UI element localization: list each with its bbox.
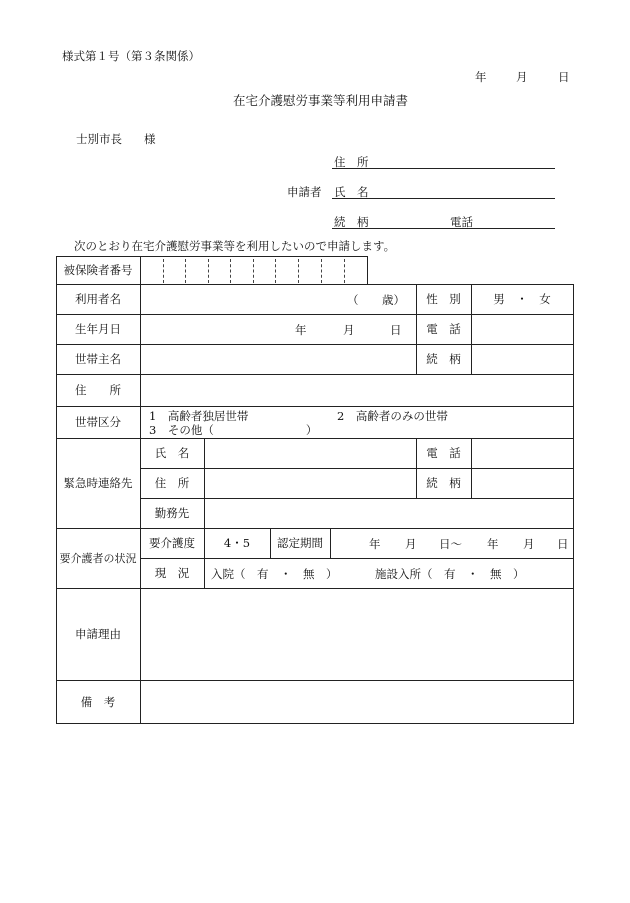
care-status-label: 要介護者の状況 (59, 552, 137, 565)
facility-status[interactable]: 施設入所（ 有 ・ 無 ） (375, 566, 525, 581)
household-option-2[interactable]: 2 高齢者のみの世帯 (337, 409, 448, 423)
user-address-label: 住 所 (75, 383, 121, 397)
period-from-day: 日～ (439, 536, 462, 551)
applicant-label: 申請者 (287, 185, 322, 199)
period-from-year: 年 (369, 536, 381, 551)
age-unit: 歳） (382, 292, 405, 307)
care-level-label: 要介護度 (149, 536, 195, 550)
sex-options[interactable]: 男 ・ 女 (493, 292, 551, 306)
reason-label: 申請理由 (75, 627, 121, 641)
intro-text: 次のとおり在宅介護慰労事業等を利用したいので申請します。 (74, 239, 396, 253)
current-status-label: 現 況 (154, 566, 190, 580)
user-phone-label: 電 話 (426, 322, 461, 336)
household-head-field[interactable] (141, 345, 416, 374)
emergency-address-label: 住 所 (154, 476, 190, 490)
form-title: 在宅介護慰労事業等利用申請書 (233, 93, 409, 108)
form-number: 様式第１号（第３条関係） (62, 49, 200, 63)
certification-period-label: 認定期間 (277, 536, 323, 550)
household-category-options[interactable] (141, 407, 573, 438)
birth-month: 月 (343, 322, 355, 337)
user-phone-field[interactable] (472, 315, 573, 344)
hospital-status[interactable]: 入院（ 有 ・ 無 ） (211, 566, 338, 581)
applicant-relation-phone-field[interactable] (332, 228, 555, 229)
applicant-relation-label: 続 柄 (334, 215, 369, 229)
period-to-month: 月 (523, 536, 535, 551)
emergency-work-label: 勤務先 (154, 506, 190, 520)
current-status-field[interactable] (205, 559, 573, 588)
addressee-name: 士別市長 (76, 132, 122, 146)
user-relation-field[interactable] (472, 345, 573, 374)
birth-date-field[interactable] (141, 315, 416, 344)
emergency-name-field[interactable] (205, 439, 416, 468)
remarks-label: 備 考 (80, 694, 116, 709)
emergency-work-field[interactable] (205, 499, 573, 528)
date-year: 年 (475, 70, 487, 84)
insured-number-field[interactable] (141, 257, 367, 284)
remarks-field[interactable] (141, 681, 573, 723)
emergency-phone-field[interactable] (472, 439, 573, 468)
household-category-label: 世帯区分 (75, 415, 121, 429)
birth-day: 日 (390, 322, 402, 337)
user-name-label: 利用者名 (75, 292, 121, 306)
date-month: 月 (516, 70, 528, 84)
user-relation-label: 続 柄 (426, 352, 461, 366)
applicant-phone-label: 電話 (450, 215, 473, 229)
period-to-day: 日 (557, 536, 569, 551)
emergency-address-field[interactable] (205, 469, 416, 498)
certification-period-field[interactable] (331, 529, 573, 558)
period-from-month: 月 (405, 536, 417, 551)
reason-field[interactable] (141, 589, 573, 680)
date-day: 日 (558, 70, 570, 84)
emergency-relation-field[interactable] (472, 469, 573, 498)
period-to-year: 年 (487, 536, 499, 551)
household-head-label: 世帯主名 (75, 352, 121, 366)
age-open: （ (347, 292, 359, 307)
emergency-relation-label: 続 柄 (426, 476, 461, 490)
insured-number-label: 被保険者番号 (63, 263, 133, 277)
emergency-name-label: 氏 名 (154, 446, 190, 460)
applicant-name-label: 氏 名 (334, 185, 369, 199)
birth-year: 年 (295, 322, 307, 337)
birth-date-label: 生年月日 (75, 322, 121, 336)
user-address-field[interactable] (141, 375, 573, 406)
emergency-contact-label: 緊急時連絡先 (63, 476, 133, 490)
household-option-1[interactable]: 1 高齢者独居世帯 (149, 409, 249, 423)
applicant-address-field[interactable] (332, 168, 555, 169)
user-name-field[interactable] (141, 285, 416, 314)
emergency-phone-label: 電 話 (426, 446, 461, 460)
care-level-value[interactable]: 4・5 (223, 536, 251, 550)
addressee-honorific: 様 (144, 132, 156, 146)
applicant-name-field[interactable] (332, 198, 555, 199)
household-option-3[interactable]: 3 その他（ ） (149, 423, 318, 437)
applicant-address-label: 住 所 (334, 155, 369, 169)
sex-label: 性 別 (426, 292, 461, 306)
